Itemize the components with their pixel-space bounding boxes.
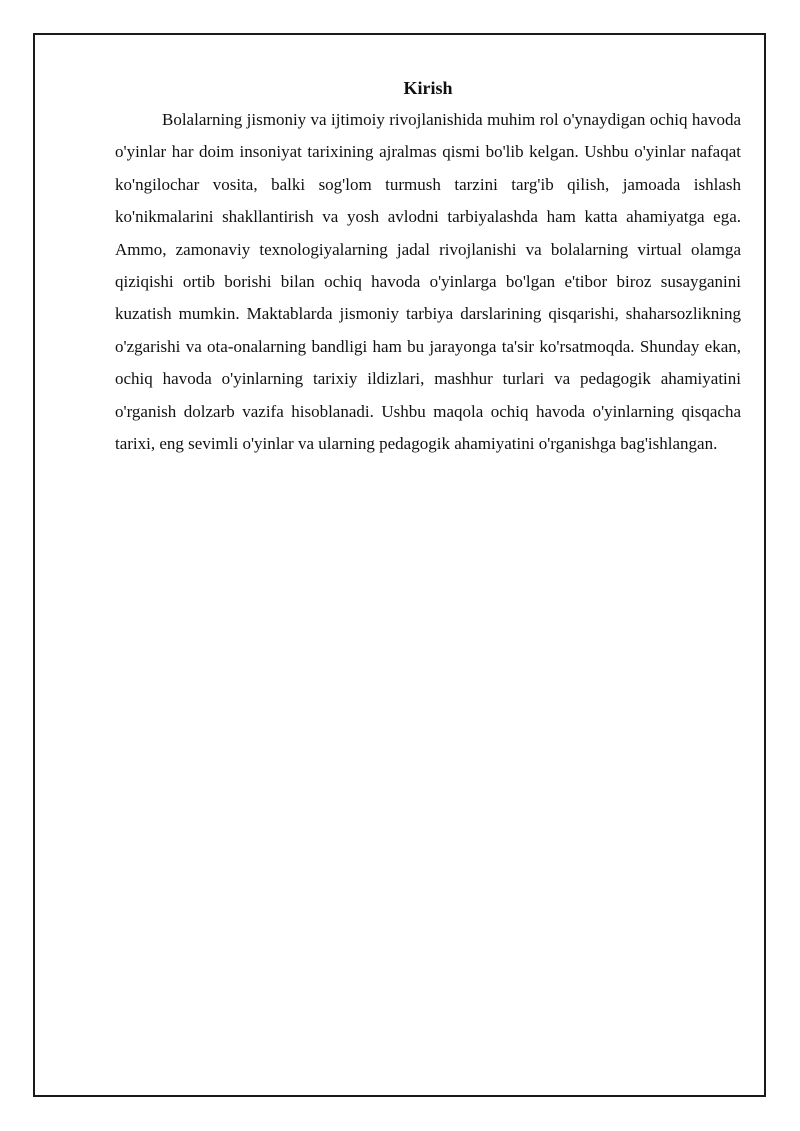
document-title: Kirish: [403, 78, 453, 98]
document-body: [115, 74, 741, 460]
intro-paragraph: Bolalarning jismoniy va ijtimoiy rivojlanishida muhim rol o'ynaydigan ochiq havoda o'yinlar har doim insoniyat tarixining ajralmas qismi bo'lib kelgan. Ushbu o'yinlar nafaqat ko'ngilochar vosita, balki sog'lom turmush tarzini targ'ib qilish, jamoada ishlash ko'nikmalarini shakllantirish va yosh avlodni tarbiyalashda ham katta ahamiyatga ega. Ammo, zamonaviy texnologiyalarning jadal rivojlanishi va bolalarning virtual olamga qiziqishi ortib borishi bilan ochiq havoda o'yinlarga bo'lgan e'tibor biroz susayganini kuzatish mumkin. Maktablarda jismoniy tarbiya darslarining qisqarishi, shaharsozlikning o'zgarishi va ota-onalarning bandligi ham bu jarayonga ta'sir ko'rsatmoqda. Shunday ekan, ochiq havoda o'yinlarning tarixiy ildizlari, mashhur turlari va pedagogik ahamiyatini o'rganish dolzarb vazifa hisoblanadi. Ushbu maqola ochiq havoda o'yinlarning qisqacha tarixi, eng sevimli o'yinlar va ularning pedagogik ahamiyatini o'rganishga bag'ishlangan.: [115, 110, 741, 454]
